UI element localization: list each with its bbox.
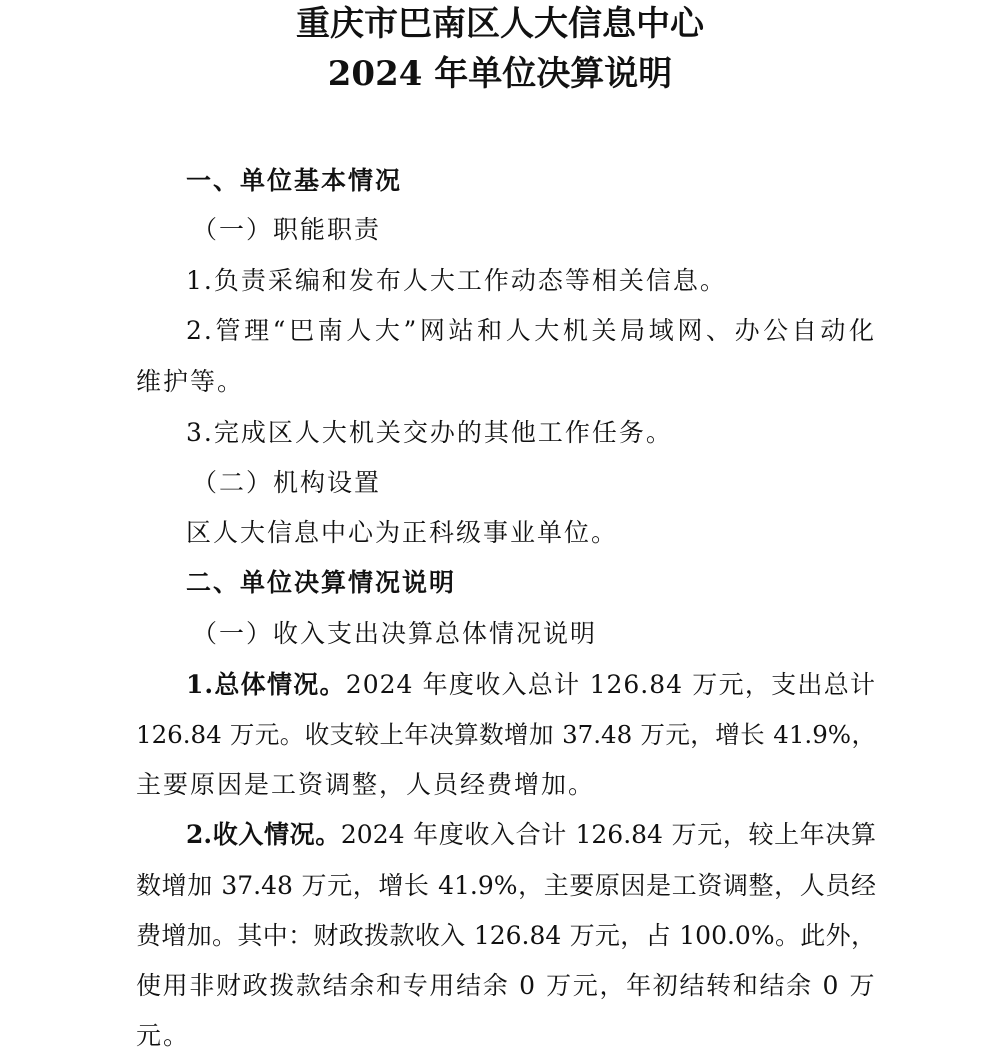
section2-heading: 二、单位决算情况说明 [186, 568, 457, 597]
duty-item-2-line2: 维护等。 [136, 367, 245, 396]
overall-text-1: 2024 年度收入总计 126.84 万元，支出总计 [345, 670, 876, 699]
overall-lead: 1.总体情况。 [186, 670, 346, 699]
subsection-duties-heading: （一）职能职责 [192, 215, 382, 244]
overall-paragraph-line2: 126.84 万元。收支较上年决算数增加 37.48 万元，增长 41.9%， [136, 720, 876, 749]
document-title-line1: 重庆市巴南区人大信息中心 [296, 4, 704, 44]
income-lead: 2.收入情况。 [186, 820, 341, 849]
duty-item-2-line1: 2.管理“巴南人大”网站和人大机关局域网、办公自动化 [186, 316, 876, 345]
overall-paragraph-line3: 主要原因是工资调整，人员经费增加。 [136, 770, 596, 799]
subsection-structure-heading: （二）机构设置 [192, 468, 382, 497]
duty-item-3: 3.完成区人大机关交办的其他工作任务。 [186, 418, 673, 447]
subsection-overall-heading: （一）收入支出决算总体情况说明 [192, 619, 598, 648]
income-paragraph-line4: 使用非财政拨款结余和专用结余 0 万元，年初结转和结余 0 万 [136, 971, 876, 1000]
income-text-1: 2024 年度收入合计 126.84 万元，较上年决算 [340, 820, 876, 849]
income-paragraph-line5: 元。 [136, 1021, 191, 1050]
document-title-line2: 2024 年单位决算说明 [327, 54, 673, 94]
income-paragraph-line2: 数增加 37.48 万元，增长 41.9%，主要原因是工资调整，人员经 [136, 871, 876, 900]
overall-paragraph-line1 [186, 670, 876, 700]
section1-heading: 一、单位基本情况 [186, 166, 403, 195]
duty-item-1: 1.负责采编和发布人大工作动态等相关信息。 [186, 266, 727, 295]
income-paragraph-line3: 费增加。其中：财政拨款收入 126.84 万元，占 100.0%。此外， [136, 921, 876, 950]
structure-text: 区人大信息中心为正科级事业单位。 [186, 518, 619, 547]
income-paragraph-line1 [186, 820, 876, 850]
